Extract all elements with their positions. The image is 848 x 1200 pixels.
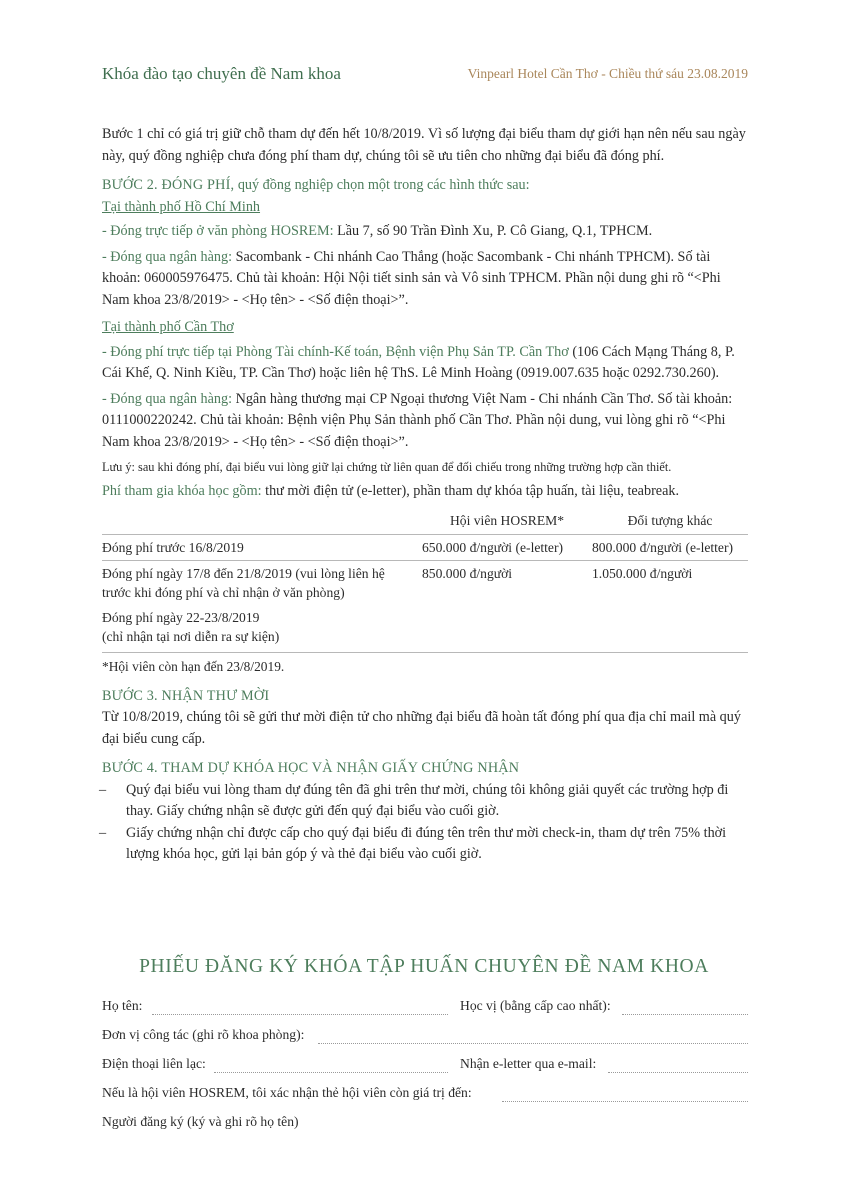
hcm-bank-text: Sacombank - Chi nhánh Cao Thắng (hoặc Sacombank - Chi nhánh TPHCM). Số tài khoản: 060005976475. Chủ tài khoản: Hội Nội tiết sinh sản và Vô sinh TPHCM. Phần nội dung ghi rõ “<Phi Nam khoa 23/8/2019> - <Họ tên> - <Số điện thoại>”. bbox=[102, 248, 721, 308]
phone-field[interactable] bbox=[214, 1072, 448, 1073]
cantho-direct-payment bbox=[102, 342, 748, 385]
hcm-bank-payment bbox=[102, 247, 748, 312]
workplace-field[interactable] bbox=[318, 1043, 748, 1044]
table-row bbox=[102, 605, 748, 653]
step2-title: BƯỚC 2. ĐÓNG PHÍ, bbox=[102, 177, 235, 193]
fee-row-label: Đóng phí ngày 17/8 đến 21/8/2019 (vui lòng liên hệ trước khi đóng phí và chỉ nhận ở văn phòng) bbox=[102, 561, 422, 606]
phone-label: Điện thoại liên lạc: bbox=[102, 1056, 206, 1071]
step2-heading bbox=[102, 175, 748, 197]
hcm-direct-text: Lầu 7, số 90 Trần Đình Xu, P. Cô Giang, Q.1, TPHCM. bbox=[333, 223, 653, 239]
cantho-direct-text: (106 Cách Mạng Tháng 8, P. Cái Khế, Q. Ninh Kiều, TP. Cần Thơ) hoặc liên hệ ThS. Lê Minh Hoàng (0919.007.635 hoặc 0292.730.260). bbox=[102, 343, 735, 381]
degree-field[interactable] bbox=[622, 1014, 748, 1015]
step4-list bbox=[102, 780, 748, 866]
fee-header-member: Hội viên HOSREM* bbox=[449, 513, 565, 528]
email-label: Nhận e-letter qua e-mail: bbox=[460, 1056, 597, 1071]
list-item: – Quý đại biểu vui lòng tham dự đúng tên đã ghi trên thư mời, chúng tôi không giải quyết các trường hợp đi thay. Giấy chứng nhận sẽ được gửi đến quý đại biểu vào cuối giờ. bbox=[102, 780, 748, 823]
step3-heading: BƯỚC 3. NHẬN THƯ MỜI bbox=[102, 687, 270, 704]
fee-footnote: *Hội viên còn hạn đến 23/8/2019. bbox=[102, 659, 285, 674]
name-label: Họ tên: bbox=[102, 998, 143, 1013]
fee-row-member bbox=[422, 605, 592, 653]
signer-label: Người đăng ký (ký và ghi rõ họ tên) bbox=[102, 1114, 299, 1129]
fee-includes-label: Phí tham gia khóa học gồm: bbox=[102, 482, 262, 499]
cantho-bank-payment bbox=[102, 389, 748, 454]
fee-row-other bbox=[592, 605, 748, 653]
fee-row-other: 1.050.000 đ/người bbox=[592, 561, 748, 606]
fee-row-member: 650.000 đ/người (e-letter) bbox=[422, 535, 592, 561]
fee-header-other: Đối tượng khác bbox=[627, 513, 713, 528]
form-row-membership bbox=[102, 1085, 748, 1114]
list-item: – Giấy chứng nhận chỉ được cấp cho quý đại biểu đi đúng tên trên thư mời check-in, tham dự trên 75% thời lượng khóa học, gửi lại bản góp ý và thẻ đại biểu vào cuối giờ. bbox=[102, 823, 748, 866]
header-course-title: Khóa đào tạo chuyên đề Nam khoa bbox=[102, 64, 341, 83]
table-row bbox=[102, 561, 748, 606]
intro-paragraph: Bước 1 chỉ có giá trị giữ chỗ tham dự đến hết 10/8/2019. Vì số lượng đại biểu tham dự giới hạn nên nếu sau ngày này, quý đồng nghiệp chưa đóng phí tham dự, chúng tôi sẽ ưu tiên cho những đại biểu đã đóng phí. bbox=[102, 126, 746, 164]
workplace-label: Đơn vị công tác (ghi rõ khoa phòng): bbox=[102, 1027, 305, 1042]
hcm-section-title: Tại thành phố Hồ Chí Minh bbox=[102, 198, 261, 215]
step4-heading: BƯỚC 4. THAM DỰ KHÓA HỌC VÀ NHẬN GIẤY CHỨNG NHẬN bbox=[102, 760, 520, 776]
fee-includes bbox=[102, 481, 748, 503]
hcm-bank-label: - Đóng qua ngân hàng: bbox=[102, 248, 233, 265]
form-row-workplace bbox=[102, 1027, 748, 1056]
cantho-direct-label: - Đóng phí trực tiếp tại Phòng Tài chính-Kế toán, Bệnh viện Phụ Sản TP. Cần Thơ bbox=[102, 343, 569, 360]
step2-subtitle: quý đồng nghiệp chọn một trong các hình thức sau: bbox=[234, 177, 530, 193]
membership-label: Nếu là hội viên HOSREM, tôi xác nhận thẻ hội viên còn giá trị đến: bbox=[102, 1085, 472, 1100]
fee-row-label-main: Đóng phí ngày 22-23/8/2019 bbox=[102, 610, 260, 625]
fee-row-label bbox=[102, 605, 422, 653]
name-field[interactable] bbox=[152, 1014, 448, 1015]
fee-row-other: 800.000 đ/người (e-letter) bbox=[592, 535, 748, 561]
payment-note: Lưu ý: sau khi đóng phí, đại biểu vui lòng giữ lại chứng từ liên quan để đối chiếu trong những trường hợp cần thiết. bbox=[102, 460, 672, 474]
form-row-signer bbox=[102, 1114, 748, 1143]
fee-table bbox=[102, 508, 748, 653]
main-content bbox=[102, 124, 748, 866]
email-field[interactable] bbox=[608, 1072, 748, 1073]
table-row bbox=[102, 535, 748, 561]
registration-form-title: PHIẾU ĐĂNG KÝ KHÓA TẬP HUẤN CHUYÊN ĐỀ NAM KHOA bbox=[139, 956, 709, 977]
cantho-bank-text: Ngân hàng thương mại CP Ngoại thương Việt Nam - Chi nhánh Cần Thơ. Số tài khoản: 0111000220242. Chủ tài khoản: Bệnh viện Phụ Sản thành phố Cần Thơ. Phần nội dung, vui lòng ghi rõ “<Phi Nam khoa 23/8/2019> - <Họ tên> - <Số điện thoại>”. bbox=[102, 390, 733, 450]
fee-includes-text: thư mời điện tử (e-letter), phần tham dự khóa tập huấn, tài liệu, teabreak. bbox=[261, 482, 680, 499]
degree-label: Học vị (bằng cấp cao nhất): bbox=[460, 998, 611, 1013]
header-venue-date: Vinpearl Hotel Cần Thơ - Chiều thứ sáu 23.08.2019 bbox=[467, 66, 748, 81]
form-row-name bbox=[102, 998, 748, 1027]
membership-field[interactable] bbox=[502, 1101, 748, 1102]
fee-row-member: 850.000 đ/người bbox=[422, 561, 592, 606]
fee-header-empty bbox=[102, 508, 422, 535]
fee-row-label-sub: (chỉ nhận tại nơi diễn ra sự kiện) bbox=[102, 629, 280, 644]
hcm-direct-payment bbox=[102, 221, 748, 243]
fee-table-header bbox=[102, 508, 748, 535]
fee-row-label: Đóng phí trước 16/8/2019 bbox=[102, 535, 422, 561]
cantho-bank-label: - Đóng qua ngân hàng: bbox=[102, 390, 233, 407]
step3-text: Từ 10/8/2019, chúng tôi sẽ gửi thư mời điện tử cho những đại biểu đã hoàn tất đóng phí qua địa chỉ mail mà quý đại biểu cung cấp. bbox=[102, 709, 741, 747]
form-row-contact bbox=[102, 1056, 748, 1085]
hcm-direct-label: - Đóng trực tiếp ở văn phòng HOSREM: bbox=[102, 223, 334, 239]
registration-form bbox=[102, 998, 748, 1143]
cantho-section-title: Tại thành phố Cần Thơ bbox=[102, 319, 234, 335]
